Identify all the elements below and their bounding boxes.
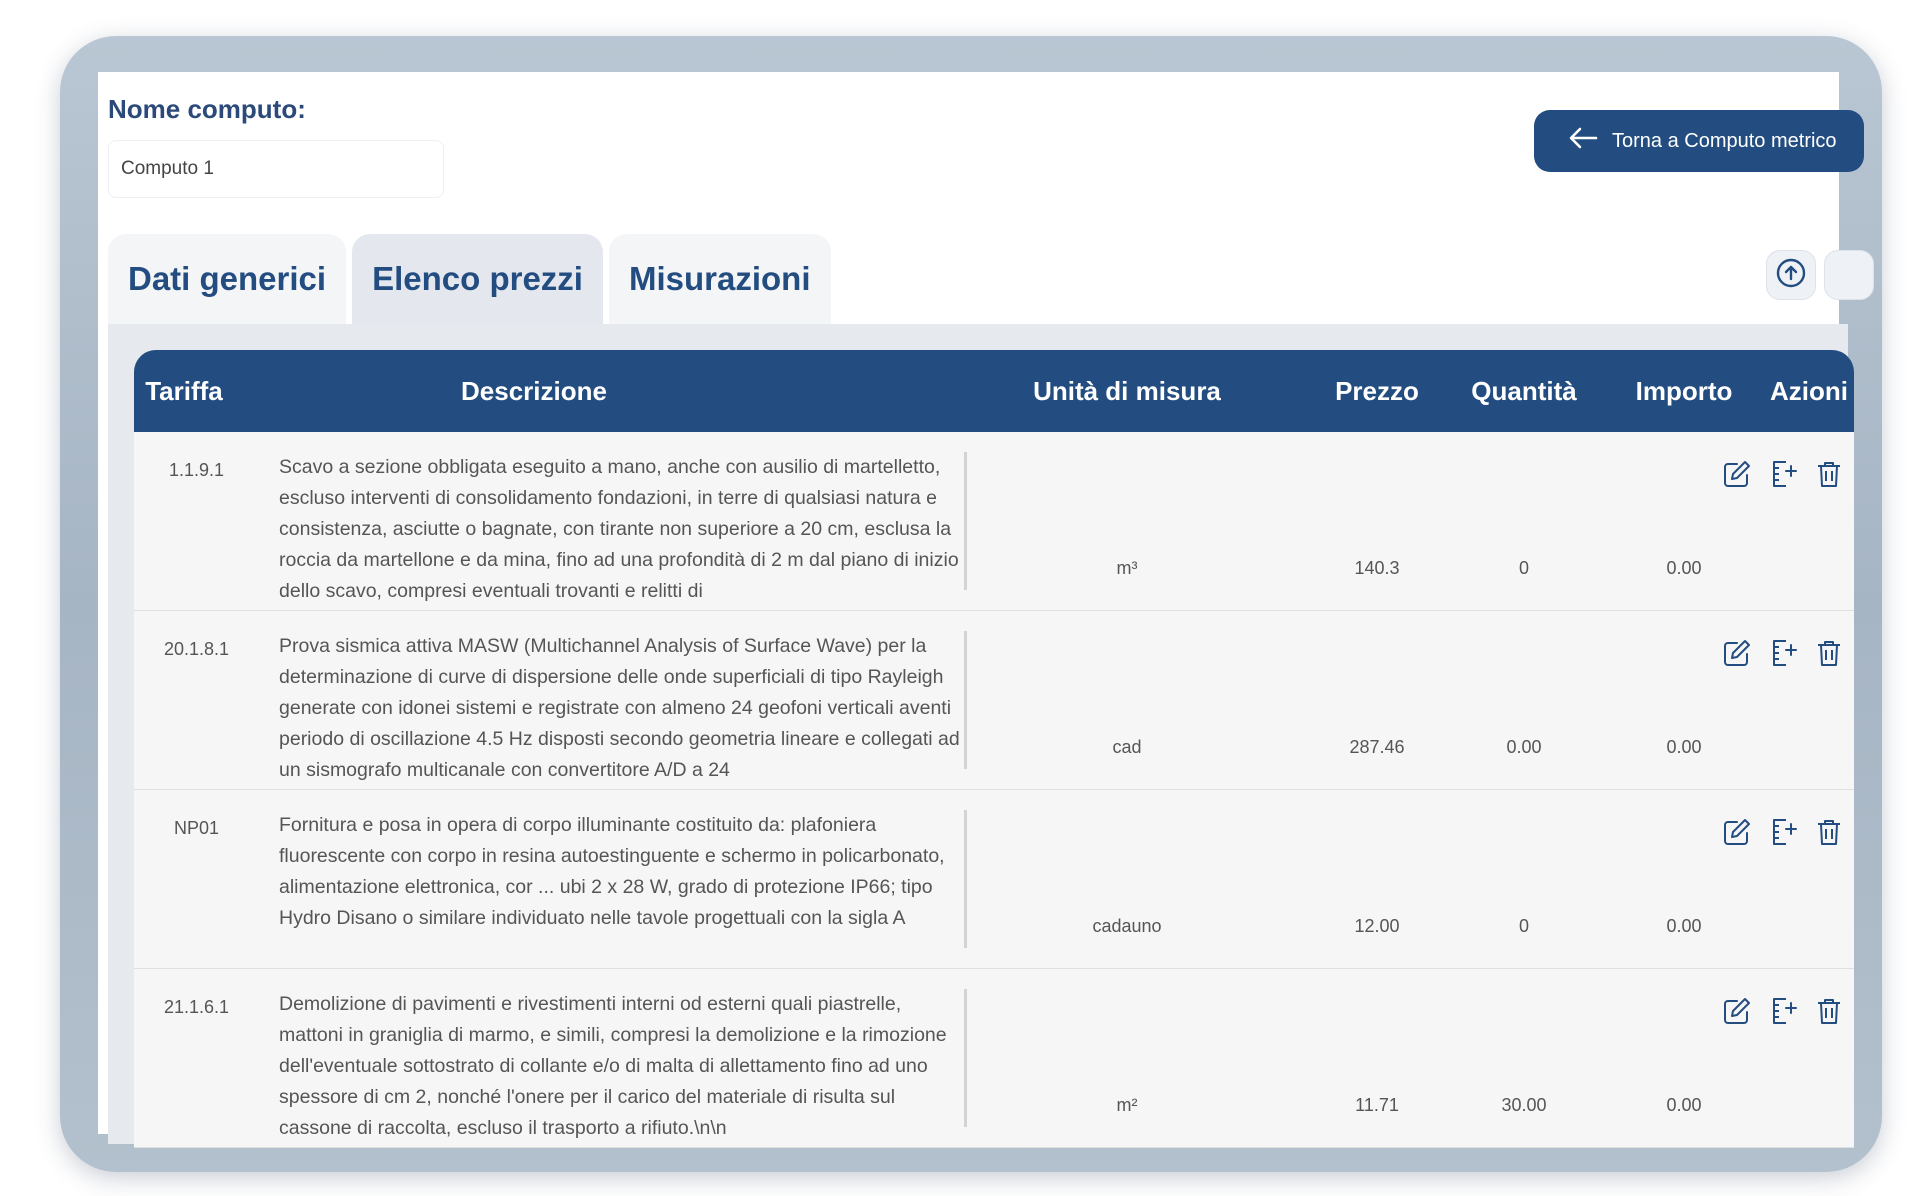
row-description: Fornitura e posa in opera di corpo illuminante costituito da: plafoniera fluorescente con corpo in resina autoestinguente e schermo in policarbonato, alimentazione elettronica, cor ... ubi 2 x 28 W, grado di protezione IP66; tipo Hydro Disano o similare individuato nelle tavole progettuali con la sigla A (279, 810, 967, 948)
col-importo: Importo (1635, 375, 1733, 406)
secondary-toolbar-button[interactable] (1824, 250, 1874, 300)
row-quantity: 0 (1518, 916, 1529, 936)
trash-icon[interactable] (1814, 816, 1844, 848)
app-screen (98, 72, 1848, 1139)
row-quantity: 30.00 (1501, 1095, 1547, 1115)
row-code: 20.1.8.1 (163, 639, 230, 659)
add-measure-icon[interactable] (1768, 637, 1798, 669)
add-measure-icon[interactable] (1768, 816, 1798, 848)
row-amount: 0.00 (1666, 737, 1702, 757)
row-quantity: 0.00 (1506, 737, 1542, 757)
back-button-label: Torna a Computo metrico (1612, 129, 1837, 152)
col-quantita: Quantità (1471, 375, 1577, 406)
computo-name-input[interactable] (108, 140, 444, 198)
edit-icon[interactable] (1722, 816, 1752, 848)
tab-misurazioni[interactable]: Misurazioni (609, 234, 831, 324)
col-azioni: Azioni (1770, 375, 1848, 406)
table-row[interactable] (134, 969, 1854, 1148)
row-unit: cadauno (1092, 916, 1162, 936)
row-unit: m² (1116, 1095, 1138, 1115)
tab-bar (108, 234, 831, 324)
table-body (134, 432, 1854, 1148)
edit-icon[interactable] (1722, 637, 1752, 669)
upload-button[interactable] (1766, 250, 1816, 300)
trash-icon[interactable] (1814, 458, 1844, 490)
row-code: NP01 (173, 818, 220, 838)
row-description: Prova sismica attiva MASW (Multichannel Analysis of Surface Wave) per la determinazione di curve di dispersione delle onde superficiali di tipo Rayleigh generate con idonei sistemi e registrate con almeno 24 geofoni verticali aventi periodo di oscillazione 4.5 Hz disposti secondo geometria lineare e collegati ad un sismografo multicanale con convertitore A/D a 24 (279, 631, 967, 769)
table-row[interactable] (134, 432, 1854, 611)
row-price: 11.71 (1355, 1095, 1399, 1115)
edit-icon[interactable] (1722, 458, 1752, 490)
row-code: 1.1.9.1 (168, 460, 225, 480)
table-row[interactable] (134, 790, 1854, 969)
col-prezzo: Prezzo (1335, 375, 1419, 406)
arrow-left-icon (1568, 126, 1598, 156)
edit-icon[interactable] (1722, 995, 1752, 1027)
row-price: 140.3 (1354, 558, 1400, 578)
col-unita-di-misura: Unità di misura (1033, 375, 1221, 406)
row-actions (1722, 995, 1844, 1027)
row-amount: 0.00 (1666, 1095, 1702, 1115)
row-actions (1722, 637, 1844, 669)
row-price: 12.00 (1354, 916, 1400, 936)
tab-dati-generici[interactable]: Dati generici (108, 234, 346, 324)
row-amount: 0.00 (1666, 916, 1702, 936)
computo-name-label: Nome computo: (108, 94, 306, 124)
table-header (134, 350, 1854, 432)
row-description: Scavo a sezione obbligata eseguito a mano, anche con ausilio di martelletto, escluso interventi di consolidamento fondazioni, in terre di qualsiasi natura e consistenza, asciutte o bagnate, con tirante non superiore a 20 cm, esclusa la roccia da martellone e da mina, fino ad una profondità di 2 m dal piano di inizio dello scavo, compresi eventuali trovanti e relitti di (279, 452, 967, 590)
row-price: 287.46 (1349, 737, 1405, 757)
table-row[interactable] (134, 611, 1854, 790)
col-tariffa: Tariffa (145, 375, 223, 406)
upload-icon (1775, 257, 1807, 294)
row-code: 21.1.6.1 (163, 997, 230, 1017)
add-measure-icon[interactable] (1768, 458, 1798, 490)
back-to-computo-button[interactable] (1534, 110, 1864, 172)
row-amount: 0.00 (1666, 558, 1702, 578)
row-actions (1722, 816, 1844, 848)
row-description: Demolizione di pavimenti e rivestimenti interni od esterni quali piastrelle, mattoni in graniglia di marmo, e simili, compresi la demolizione e la rimozione dell'eventuale sottostrato di collante e/o di malta di allettamento fino ad uno spessore di cm 2, nonché l'onere per il carico del materiale di risulta sul cassone di raccolta, escluso il trasporto a rifiuto.\n\n (279, 989, 967, 1127)
tab-elenco-prezzi[interactable]: Elenco prezzi (352, 234, 603, 324)
row-unit: cad (1112, 737, 1142, 757)
add-measure-icon[interactable] (1768, 995, 1798, 1027)
trash-icon[interactable] (1814, 637, 1844, 669)
col-descrizione: Descrizione (461, 375, 607, 406)
trash-icon[interactable] (1814, 995, 1844, 1027)
row-quantity: 0 (1518, 558, 1529, 578)
row-actions (1722, 458, 1844, 490)
row-unit: m³ (1116, 558, 1138, 578)
